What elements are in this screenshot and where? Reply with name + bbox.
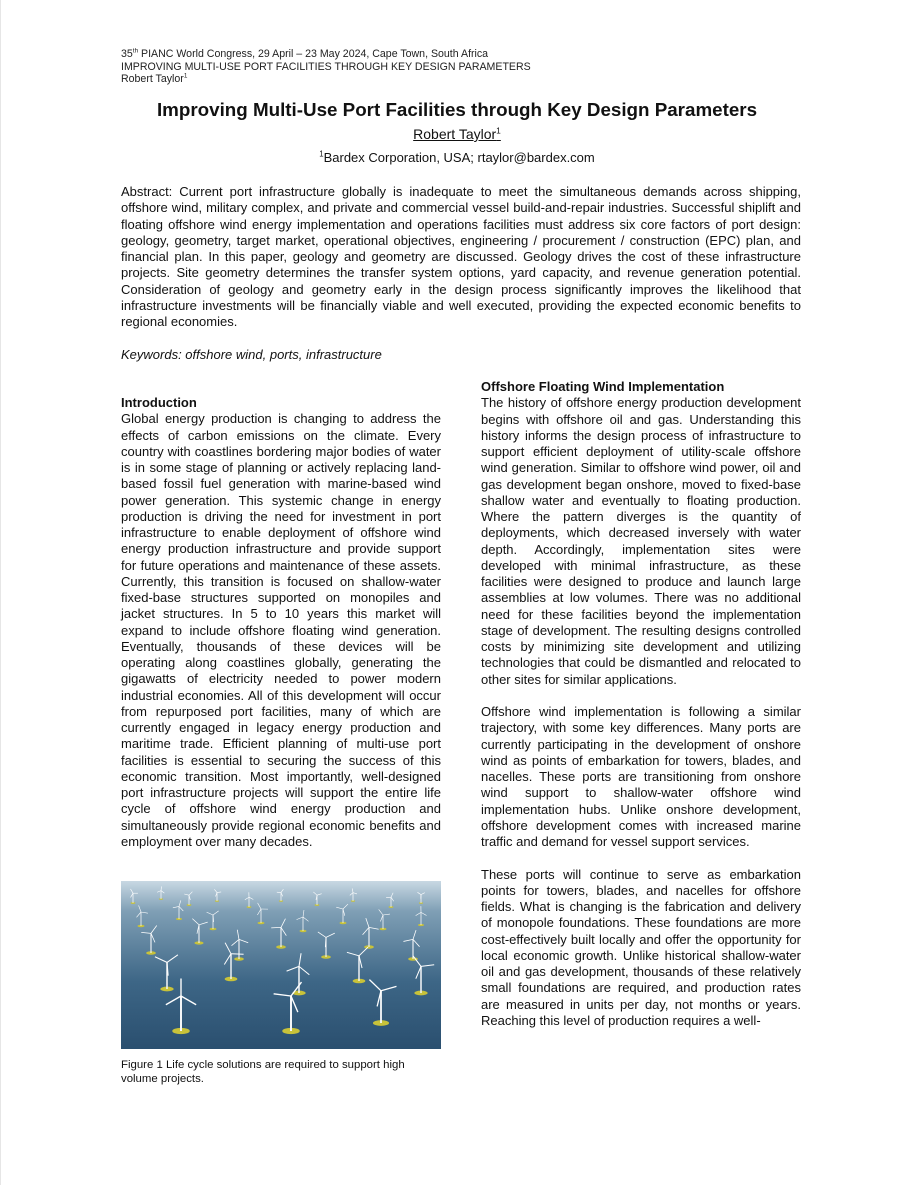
introduction-heading: Introduction	[121, 395, 197, 410]
figure-offshore-wind-farm	[121, 881, 441, 1049]
author-line	[1, 126, 913, 142]
affiliation: $^1$Bardex Corporation, USA; rtaylor@bardex.com	[319, 149, 595, 165]
figure-caption: Figure 1 Life cycle solutions are required to support high volume projects.	[121, 1059, 405, 1085]
keywords: Keywords: offshore wind, ports, infrastructure	[121, 347, 382, 362]
floating-wind-paragraph-1: The history of offshore energy production development begins with offshore oil and gas. Understanding this history informs the design process of infrastructure to support efficient deployment of utility-scale offshore wind generation. Similar to offshore wind power, oil and gas development began onshore, moved to fixed-base shallow water and eventually to floating production. Where the pattern diverges is the quantity of deployments, which decreased inversely with water depth. Accordingly, implementation sites were developed with minimal infrastructure, as these facilities were designed to produce and launch large assemblies at low volumes. There was no additional need for these facilities beyond the implementation stage of development. The resulting designs controlled costs by minimizing site development and utilizing technologies that could be dismantled and relocated to other sites for similar applications.	[481, 395, 801, 687]
author-name: Robert Taylor$^1$	[413, 125, 501, 142]
turbine-blade	[271, 927, 281, 928]
floating-wind-paragraph-3: These ports will continue to serve as embarkation points for towers, blades, and nacelles for offshore fields. What is changing is the fabrication and delivery of monopole foundations. These foundations are more cost-effectively built locally and offer the opportunity for local economic growth. Unlike historical shallow-water oil and gas development, thousands of these relatively small foundations are required, and production rates are measured in units per day, not months or years. Reaching this level of production requires a well-	[481, 866, 801, 1028]
left-column	[121, 395, 441, 866]
introduction-body: Global energy production is changing to address the effects of carbon emissions on the climate. Every country with coastlines bordering major bodies of water is in some stage of planning or actively replacing land-based fossil fuel generation with marine-based wind power generation. This systemic change in energy production is driving the need for investment in port infrastructure to enable deployment of offshore wind energy production infrastructure and provide support for future operations and maintenance of these assets. Currently, this transition is focused on shallow-water fixed-base structures supported on monopiles and jacket structures. In 5 to 10 years this market will expand to include offshore floating wind generation. Eventually, thousands of these devices will be operating along coastlines globally, generating the gigawatts of electricity needed to power modern industrial economies. All of this development will occur from repurposed port facilities, many of which are currently engaged in legacy energy production and maritime trade. Efficient planning of multi-use port facilities is essential to securing the success of this economic transition. Most importantly, well-designed port infrastructure projects will support the entire life cycle of offshore wind energy production and simultaneously provide regional economic benefits and employment over many decades.	[121, 411, 441, 849]
floating-wind-paragraph-2: Offshore wind implementation is following a similar trajectory, with some key differences. Many ports are currently participating in the development of onshore wind as points of embarkation for towers, blades, and nacelles. These ports are transitioning from onshore wind support to shallow-water offshore wind implementation hubs. Unlike onshore development, offshore development comes with increased marine traffic and demand for vessel support services.	[481, 704, 801, 849]
running-header	[121, 48, 531, 86]
wind-farm-illustration	[121, 881, 441, 1049]
sea-background	[121, 881, 441, 1049]
abstract: Abstract: Current port infrastructure globally is inadequate to meet the simultaneous demands across shipping, offshore wind, military complex, and private and commercial vessel build-and-repair industries. Successful shiplift and floating offshore wind energy implementation and operations facilities must address six core factors of port design: geology, geometry, target market, operational objectives, engineering / procurement / construction (EPC) plan, and financial plan. In this paper, geology and geometry are discussed. Geology drives the cost of these infrastructure projects. Site geometry determines the transfer system options, yard capacity, and revenue generation potential. Consideration of geology and geometry early in the design process significantly improves the likelihood that infrastructure investments will be financially viable and well executed, providing the expected economic benefits to regional economies.	[121, 184, 801, 330]
header-conference-line: 35th PIANC World Congress, 29 April – 23 May 2024, Cape Town, South Africa	[121, 47, 489, 60]
floating-wind-heading: Offshore Floating Wind Implementation	[481, 379, 725, 394]
right-column	[481, 379, 801, 1029]
header-title-line: IMPROVING MULTI-USE PORT FACILITIES THROUGH KEY DESIGN PARAMETERS	[121, 60, 531, 73]
paper-title: Improving Multi-Use Port Facilities through Key Design Parameters	[156, 99, 758, 120]
header-author-line: Robert Taylor$^1$	[121, 72, 188, 86]
